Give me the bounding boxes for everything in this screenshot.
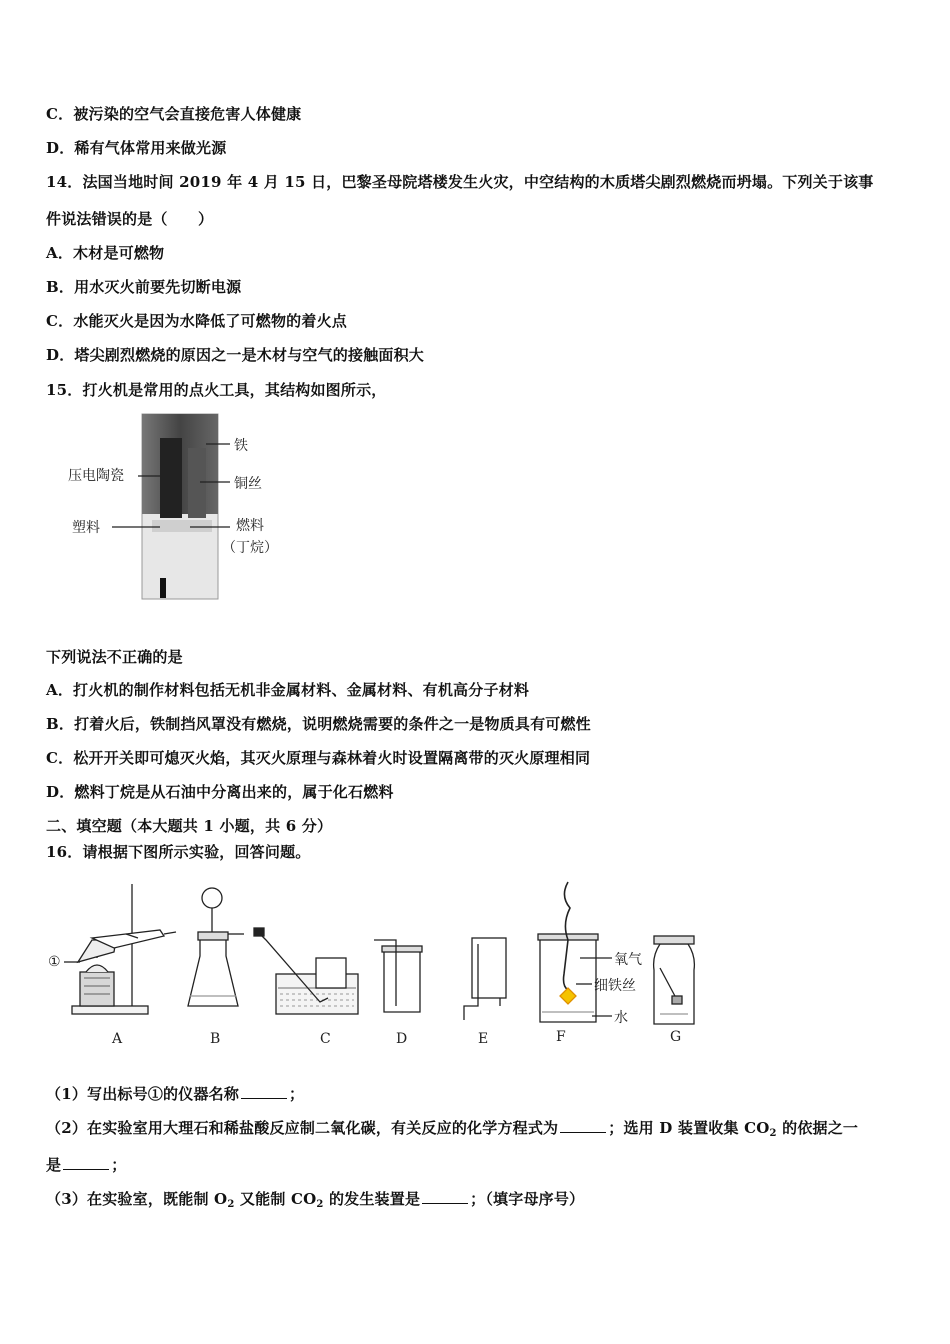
label-iron: 铁 [234, 438, 248, 454]
q16-part3-text: （3）在实验室，既能制 O [46, 1190, 228, 1208]
q16-part2-text: （2）在实验室用大理石和稀盐酸反应制二氧化碳，有关反应的化学方程式为 [46, 1119, 559, 1137]
apparatus-b [188, 888, 244, 1006]
apparatus-a [72, 884, 176, 1014]
label-ceramic: 压电陶瓷 [68, 468, 124, 484]
q16-part2-cont [46, 1154, 126, 1175]
q16-part2-text-b: ；选用 D 装置收集 CO [608, 1119, 770, 1137]
label-e: E [478, 1031, 489, 1047]
label-d: D [396, 1031, 408, 1047]
q14-stem-line2: 件说法错误的是（ ） [46, 210, 214, 228]
blank-1[interactable] [241, 1086, 287, 1099]
q16-part2-text-e: ； [111, 1156, 127, 1174]
q16-part2-sub: 2 [769, 1128, 777, 1139]
apparatus-c [254, 928, 358, 1014]
q15-option-c: C．松开开关即可熄灭火焰，其灭火原理与森林着火时设置隔离带的灭火原理相同 [46, 749, 591, 767]
label-butane: （丁烷） [222, 540, 278, 556]
label-f: F [556, 1029, 566, 1045]
apparatus-d [374, 940, 422, 1012]
apparatus-e [464, 938, 506, 1020]
label-plastic: 塑料 [72, 520, 100, 536]
label-fuel: 燃料 [236, 518, 264, 534]
label-a: A [112, 1031, 123, 1047]
apparatus-f [538, 882, 612, 1022]
label-c: C [320, 1031, 331, 1047]
blank-3[interactable] [63, 1157, 109, 1170]
q15-stem: 15．打火机是常用的点火工具，其结构如图所示， [46, 381, 387, 399]
label-water: 水 [614, 1010, 628, 1026]
label-iron-wire: 细铁丝 [594, 978, 636, 994]
label-oxygen: 氧气 [614, 952, 642, 968]
q15-option-a: A．打火机的制作材料包括无机非金属材料、金属材料、有机高分子材料 [46, 681, 530, 699]
q15-option-d: D．燃料丁烷是从石油中分离出来的，属于化石燃料 [46, 783, 394, 801]
q16-part1 [46, 1083, 304, 1104]
q14-option-a: A．木材是可燃物 [46, 244, 165, 262]
q14-option-b: B．用水灭火前要先切断电源 [46, 278, 242, 296]
q16-part3-sub1: 2 [227, 1199, 235, 1210]
label-g: G [670, 1029, 682, 1045]
q16-part2 [46, 1117, 858, 1139]
q16-part1-end: ； [289, 1085, 305, 1103]
q15-question: 下列说法不正确的是 [46, 648, 183, 666]
q16-part3-text-b: 又能制 CO [234, 1190, 317, 1208]
apparatus-g [654, 936, 695, 1024]
q13-option-d: D．稀有气体常用来做光源 [46, 139, 227, 157]
q14-option-d: D．塔尖剧烈燃烧的原因之一是木材与空气的接触面积大 [46, 346, 425, 364]
section-2-title: 二、填空题（本大题共 1 小题，共 6 分） [46, 817, 333, 835]
q16-part3-sub2: 2 [316, 1199, 324, 1210]
label-b: B [210, 1031, 221, 1047]
blank-2[interactable] [560, 1120, 606, 1133]
lighter-diagram [60, 408, 300, 603]
q16-part3 [46, 1188, 584, 1210]
q16-part1-text: （1）写出标号①的仪器名称 [46, 1085, 240, 1103]
q16-part2-text-d: 是 [46, 1156, 62, 1174]
marker-circled-1: ① [48, 954, 61, 970]
q13-option-c: C．被污染的空气会直接危害人体健康 [46, 105, 302, 123]
q16-part2-text-c: 的依据之一 [776, 1119, 859, 1137]
q16-part3-text-d: ；（填字母序号） [470, 1190, 585, 1208]
q16-part3-text-c: 的发生装置是 [323, 1190, 421, 1208]
q15-option-b: B．打着火后，铁制挡风罩没有燃烧，说明燃烧需要的条件之一是物质具有可燃性 [46, 715, 591, 733]
label-copper: 铜丝 [234, 476, 262, 492]
apparatus-figure [40, 874, 720, 1054]
q14-stem-line1: 14．法国当地时间 2019 年 4 月 15 日，巴黎圣母院塔楼发生火灾，中空结构的木质塔尖剧烈燃烧而坍塌。下列关于该事 [46, 173, 874, 191]
q14-option-c: C．水能灭火是因为水降低了可燃物的着火点 [46, 312, 347, 330]
q16-stem: 16．请根据下图所示实验，回答问题。 [46, 843, 311, 861]
blank-4[interactable] [422, 1191, 468, 1204]
